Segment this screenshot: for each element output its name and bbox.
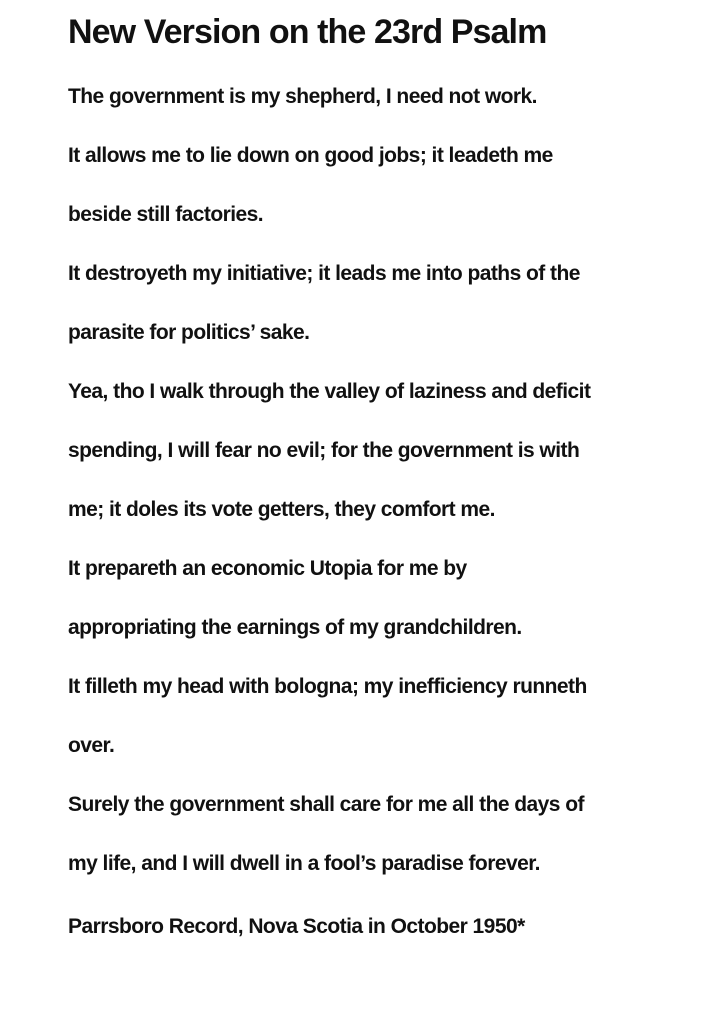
text-line: It destroyeth my initiative; it leads me into paths of the: [68, 262, 580, 285]
text-line: Yea, tho I walk through the valley of laziness and deficit: [68, 380, 591, 403]
text-line: beside still factories.: [68, 203, 264, 226]
text-line: me; it doles its vote getters, they comfort me.: [68, 498, 495, 521]
text-line: The government is my shepherd, I need not work.: [68, 85, 537, 108]
text-line: over.: [68, 734, 115, 757]
text-line: Surely the government shall care for me all the days of: [68, 793, 584, 816]
text-line: appropriating the earnings of my grandchildren.: [68, 616, 522, 639]
text-line: spending, I will fear no evil; for the government is with: [68, 439, 580, 462]
document-page: [68, 0, 698, 938]
source-citation: Parrsboro Record, Nova Scotia in October 1950*: [68, 915, 525, 938]
text-line: It filleth my head with bologna; my inefficiency runneth: [68, 675, 587, 698]
text-line: It allows me to lie down on good jobs; it leadeth me: [68, 144, 553, 167]
text-line: my life, and I will dwell in a fool’s paradise forever.: [68, 852, 540, 875]
text-line: parasite for politics’ sake.: [68, 321, 310, 344]
text-line: It prepareth an economic Utopia for me by: [68, 557, 467, 580]
page-title: New Version on the 23rd Psalm: [68, 13, 547, 51]
psalm-text: [68, 67, 590, 893]
